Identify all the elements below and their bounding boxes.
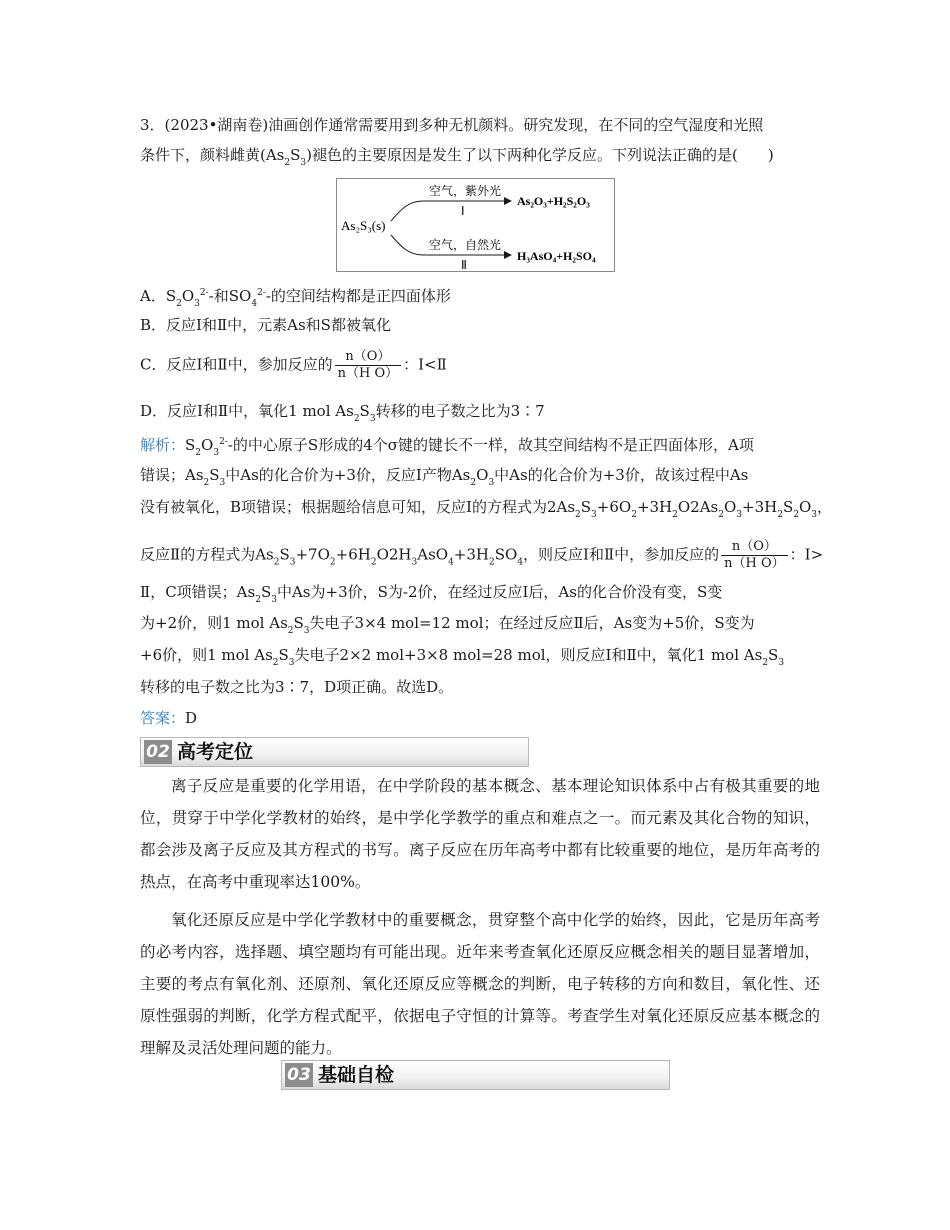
condition-1: 空气，紫外光 (429, 184, 502, 198)
analysis-line-2: 错误；$As_2S_3$中As的化合价为+3价，反应Ⅰ产物$As_2O_3$中As的化合价为+3价，故该过程中As (140, 466, 749, 488)
section-title: 基础自检 (318, 1064, 395, 1086)
section-number: 03 (285, 1063, 313, 1087)
option-c: C．反应Ⅰ和Ⅱ中，参加反应的 $\frac{n(O)}{\text{n（H O）}}$ ：Ⅰ<Ⅱ (140, 349, 447, 381)
analysis-line-1: 解析：$S_2O_3^{2-}-$的中心原子S形成的4个σ键的键长不一样，故其空间结构不是正四面体形，A项 (140, 436, 754, 458)
option-a: A．$S_2O_3^{2-}-$和$SO_4^{2-}-$的空间结构都是正四面体形 (140, 287, 451, 309)
analysis-line-4: 反应Ⅱ的方程式为$As_2S_3+7O_2+6H_2O2H_3AsO_4+3H_2SO_4$，则反应Ⅰ和Ⅱ中，参加反应的 $\frac{n(O)}{\text{n（H O）}}$ ：Ⅰ> (140, 539, 824, 571)
section-banner-03 (281, 1060, 670, 1090)
section-title: 高考定位 (177, 741, 254, 763)
option-d: D．反应Ⅰ和Ⅱ中，氧化1 mol $As_2S_3$转移的电子数之比为3∶7 (140, 402, 545, 424)
reaction-scheme-diagram (337, 179, 614, 271)
option-b: B．反应Ⅰ和Ⅱ中，元素As和S都被氧化 (140, 316, 391, 334)
analysis-ratio-fraction: $\frac{n(O)}{\text{n（H O）}}$ (721, 539, 788, 572)
product-2: H₃AsO₄+H₂SO₄ (517, 249, 596, 263)
answer-label: 答案： (140, 709, 186, 727)
analysis-line-8: 转移的电子数之比为3∶7，D项正确。故选D。 (140, 678, 454, 696)
section-banner-02 (140, 737, 529, 767)
paragraph-ionic-reaction: 离子反应是重要的化学用语，在中学阶段的基本概念、基本理论知识体系中占有极其重要的地位，贯穿于中学化学教材的始终，是中学化学教学的重点和难点之一。而元素及其化合物的知识，都会涉及离子反应及其方程式的书写。离子反应在历年高考中都有比较重要的地位，是历年高考的热点，在高考中重现率达100%。 (140, 777, 820, 891)
condition-2: 空气，自然光 (429, 238, 502, 252)
answer-line (140, 708, 197, 728)
label-1: Ⅰ (461, 204, 465, 218)
analysis-line-5: Ⅱ，C项错误；$As_2S_3$中As为+3价，S为-2价，在经过反应Ⅰ后，As的化合价没有变，S变 (140, 583, 723, 605)
question-line-1: 3．(2023•湖南卷)油画创作通常需要用到多种无机颜料。研究发现，在不同的空气湿度和光照 (140, 116, 764, 134)
branch-down-curve (391, 235, 423, 255)
answer-value: D (185, 709, 198, 727)
product-1: As₂O₃+H₂S₂O₃ (517, 194, 590, 208)
question-line-2: 条件下，颜料雌黄$(As_2S_3)$褪色的主要原因是发生了以下两种化学反应。下列说法正确的是( ) (140, 146, 774, 168)
scheme-reactant: As₂S₃(s) (341, 218, 386, 233)
analysis-line-3: 没有被氧化，B项错误；根据题给信息可知，反应Ⅰ的方程式为$2As_2S_3+6O_2+3H_2O2As_2O_3+3H_2S_2O_3$， (140, 498, 833, 520)
ratio-fraction: $\frac{n(O)}{\text{n（H O）}}$ (335, 349, 402, 382)
paragraph-redox-reaction: 氧化还原反应是中学化学教材中的重要概念，贯穿整个高中化学的始终，因此，它是历年高考的必考内容，选择题、填空题均有可能出现。近年来考查氧化还原反应概念相关的题目显著增加，主要的考点有氧化剂、还原剂、氧化还原反应等概念的判断，电子转移的方向和数目，氧化性、还原性强弱的判断，化学方程式配平，依据电子守恒的计算等。考查学生对氧化还原反应基本概念的理解及灵活处理问题的能力。 (140, 911, 820, 1057)
exam-position-text (140, 770, 820, 1064)
analysis-line-6: 为+2价，则1 mol $As_2S_3$失电子3×4 mol=12 mol；在经过反应Ⅱ后，As变为+5价，S变为 (140, 614, 755, 636)
reaction-scheme (336, 178, 615, 272)
section-number: 02 (144, 740, 172, 764)
branch-up-curve (391, 201, 423, 221)
label-2: Ⅱ (461, 258, 467, 271)
analysis-line-7: +6价，则1 mol $As_2S_3$失电子2×2 mol+3×8 mol=28 mol，则反应Ⅰ和Ⅱ中，氧化1 mol $As_2S_3$ (140, 646, 785, 668)
analysis-label: 解析： (140, 436, 186, 454)
